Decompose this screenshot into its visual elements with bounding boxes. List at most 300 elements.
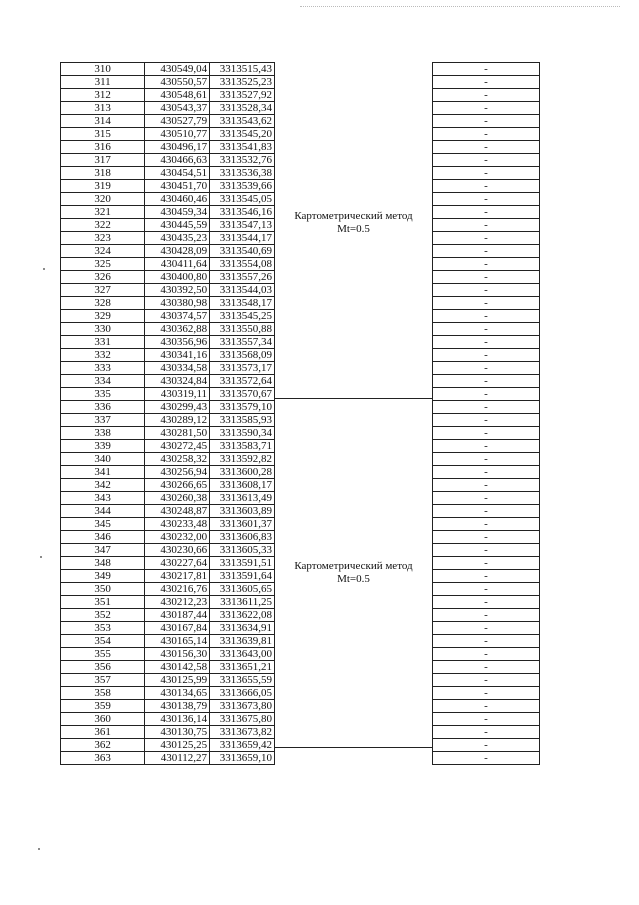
dash-cell: - (433, 427, 540, 440)
dash-cell: - (433, 193, 540, 206)
x-coordinate-cell: 430138,79 (145, 700, 210, 713)
dash-cell: - (433, 271, 540, 284)
table-row (433, 492, 540, 505)
y-coordinate-cell: 3313590,34 (210, 427, 275, 440)
y-coordinate-cell: 3313659,10 (210, 752, 275, 765)
dash-cell: - (433, 466, 540, 479)
dash-cell: - (433, 258, 540, 271)
point-number-cell: 337 (61, 414, 145, 427)
point-number-cell: 319 (61, 180, 145, 193)
table-row (61, 648, 275, 661)
point-number-cell: 312 (61, 89, 145, 102)
x-coordinate-cell: 430130,75 (145, 726, 210, 739)
table-row (433, 427, 540, 440)
table-row (433, 63, 540, 76)
dash-cell: - (433, 388, 540, 401)
table-row (433, 544, 540, 557)
table-row (433, 115, 540, 128)
dash-cell: - (433, 102, 540, 115)
point-number-cell: 324 (61, 245, 145, 258)
dash-cell: - (433, 323, 540, 336)
point-number-cell: 346 (61, 531, 145, 544)
point-number-cell: 357 (61, 674, 145, 687)
point-number-cell: 349 (61, 570, 145, 583)
table-row (61, 713, 275, 726)
table-row (433, 414, 540, 427)
dash-cell: - (433, 557, 540, 570)
x-coordinate-cell: 430460,46 (145, 193, 210, 206)
y-coordinate-cell: 3313572,64 (210, 375, 275, 388)
point-number-cell: 323 (61, 232, 145, 245)
table-row (61, 115, 275, 128)
y-coordinate-cell: 3313673,82 (210, 726, 275, 739)
y-coordinate-cell: 3313651,21 (210, 661, 275, 674)
dash-cell: - (433, 518, 540, 531)
dash-cell: - (433, 349, 540, 362)
point-number-cell: 341 (61, 466, 145, 479)
dash-cell: - (433, 362, 540, 375)
table-row (61, 232, 275, 245)
dash-table-body (433, 63, 540, 765)
point-number-cell: 338 (61, 427, 145, 440)
dash-cell: - (433, 401, 540, 414)
table-row (61, 544, 275, 557)
point-number-cell: 330 (61, 323, 145, 336)
x-coordinate-cell: 430374,57 (145, 310, 210, 323)
y-coordinate-cell: 3313543,62 (210, 115, 275, 128)
x-coordinate-cell: 430260,38 (145, 492, 210, 505)
point-number-cell: 358 (61, 687, 145, 700)
y-coordinate-cell: 3313573,17 (210, 362, 275, 375)
method-name: Картометрический метод (294, 560, 413, 572)
scan-dot (40, 556, 42, 558)
dash-cell: - (433, 453, 540, 466)
y-coordinate-cell: 3313601,37 (210, 518, 275, 531)
dash-cell: - (433, 635, 540, 648)
dash-cell: - (433, 492, 540, 505)
y-coordinate-cell: 3313557,26 (210, 271, 275, 284)
x-coordinate-cell: 430156,30 (145, 648, 210, 661)
table-row (433, 349, 540, 362)
table-row (61, 375, 275, 388)
method-accuracy: Mt=0.5 (337, 573, 370, 585)
point-number-cell: 353 (61, 622, 145, 635)
point-number-cell: 356 (61, 661, 145, 674)
y-coordinate-cell: 3313606,83 (210, 531, 275, 544)
y-coordinate-cell: 3313579,10 (210, 401, 275, 414)
table-row (61, 128, 275, 141)
point-number-cell: 347 (61, 544, 145, 557)
x-coordinate-cell: 430142,58 (145, 661, 210, 674)
y-coordinate-cell: 3313547,13 (210, 219, 275, 232)
x-coordinate-cell: 430435,23 (145, 232, 210, 245)
table-row (433, 154, 540, 167)
table-row (433, 128, 540, 141)
method-label-1 (275, 210, 432, 236)
y-coordinate-cell: 3313603,89 (210, 505, 275, 518)
point-number-cell: 352 (61, 609, 145, 622)
table-row (61, 414, 275, 427)
table-row (433, 648, 540, 661)
dash-cell: - (433, 310, 540, 323)
table-row (61, 453, 275, 466)
y-coordinate-cell: 3313545,25 (210, 310, 275, 323)
scan-artifact-line (300, 6, 620, 7)
table-row (61, 700, 275, 713)
table-row (433, 284, 540, 297)
x-coordinate-cell: 430233,48 (145, 518, 210, 531)
point-number-cell: 318 (61, 167, 145, 180)
y-coordinate-cell: 3313600,28 (210, 466, 275, 479)
x-coordinate-cell: 430319,11 (145, 388, 210, 401)
table-row (61, 479, 275, 492)
point-number-cell: 316 (61, 141, 145, 154)
x-coordinate-cell: 430281,50 (145, 427, 210, 440)
dash-cell: - (433, 583, 540, 596)
table-row (61, 531, 275, 544)
table-row (61, 206, 275, 219)
x-coordinate-cell: 430256,94 (145, 466, 210, 479)
x-coordinate-cell: 430550,57 (145, 76, 210, 89)
table-row (433, 726, 540, 739)
table-row (433, 453, 540, 466)
table-row (61, 219, 275, 232)
x-coordinate-cell: 430334,58 (145, 362, 210, 375)
scan-dot (43, 268, 45, 270)
table-row (433, 661, 540, 674)
dash-cell: - (433, 570, 540, 583)
x-coordinate-cell: 430324,84 (145, 375, 210, 388)
x-coordinate-cell: 430165,14 (145, 635, 210, 648)
method-label-2 (275, 560, 432, 586)
x-coordinate-cell: 430341,16 (145, 349, 210, 362)
table-row (61, 180, 275, 193)
table-row (61, 635, 275, 648)
table-row (433, 687, 540, 700)
y-coordinate-cell: 3313554,08 (210, 258, 275, 271)
x-coordinate-cell: 430543,37 (145, 102, 210, 115)
x-coordinate-cell: 430248,87 (145, 505, 210, 518)
dash-cell: - (433, 648, 540, 661)
dash-cell: - (433, 700, 540, 713)
x-coordinate-cell: 430459,34 (145, 206, 210, 219)
x-coordinate-cell: 430232,00 (145, 531, 210, 544)
dash-cell: - (433, 206, 540, 219)
table-row (61, 557, 275, 570)
y-coordinate-cell: 3313585,93 (210, 414, 275, 427)
x-coordinate-cell: 430134,65 (145, 687, 210, 700)
table-row (433, 258, 540, 271)
point-number-cell: 344 (61, 505, 145, 518)
point-number-cell: 336 (61, 401, 145, 414)
y-coordinate-cell: 3313544,17 (210, 232, 275, 245)
y-coordinate-cell: 3313605,65 (210, 583, 275, 596)
dash-cell: - (433, 531, 540, 544)
table-row (61, 258, 275, 271)
table-row (433, 596, 540, 609)
table-row (61, 596, 275, 609)
table-row (61, 466, 275, 479)
table-row (433, 89, 540, 102)
table-row (61, 102, 275, 115)
y-coordinate-cell: 3313546,16 (210, 206, 275, 219)
table-row (433, 570, 540, 583)
table-row (433, 141, 540, 154)
table-row (433, 271, 540, 284)
dash-cell: - (433, 661, 540, 674)
table-row (433, 401, 540, 414)
point-number-cell: 332 (61, 349, 145, 362)
table-row (433, 193, 540, 206)
table-row (433, 440, 540, 453)
method-name: Картометрический метод (294, 210, 413, 222)
dash-cell: - (433, 414, 540, 427)
dash-cell: - (433, 180, 540, 193)
point-number-cell: 340 (61, 453, 145, 466)
table-row (61, 752, 275, 765)
y-coordinate-cell: 3313532,76 (210, 154, 275, 167)
y-coordinate-cell: 3313539,66 (210, 180, 275, 193)
x-coordinate-cell: 430356,96 (145, 336, 210, 349)
point-number-cell: 334 (61, 375, 145, 388)
y-coordinate-cell: 3313639,81 (210, 635, 275, 648)
table-row (433, 752, 540, 765)
table-row (433, 323, 540, 336)
scan-dot (38, 848, 40, 850)
table-row (61, 518, 275, 531)
method-separator (275, 398, 432, 399)
y-coordinate-cell: 3313568,09 (210, 349, 275, 362)
point-number-cell: 314 (61, 115, 145, 128)
point-number-cell: 335 (61, 388, 145, 401)
table-row (433, 180, 540, 193)
y-coordinate-cell: 3313675,80 (210, 713, 275, 726)
table-row (433, 531, 540, 544)
x-coordinate-cell: 430136,14 (145, 713, 210, 726)
dash-cell: - (433, 505, 540, 518)
y-coordinate-cell: 3313605,33 (210, 544, 275, 557)
table-row (61, 154, 275, 167)
x-coordinate-cell: 430527,79 (145, 115, 210, 128)
table-row (433, 219, 540, 232)
point-number-cell: 339 (61, 440, 145, 453)
table-row (61, 141, 275, 154)
point-number-cell: 361 (61, 726, 145, 739)
y-coordinate-cell: 3313527,92 (210, 89, 275, 102)
table-row (61, 336, 275, 349)
table-row (61, 661, 275, 674)
point-number-cell: 350 (61, 583, 145, 596)
table-row (61, 245, 275, 258)
y-coordinate-cell: 3313570,67 (210, 388, 275, 401)
y-coordinate-cell: 3313525,23 (210, 76, 275, 89)
x-coordinate-cell: 430167,84 (145, 622, 210, 635)
x-coordinate-cell: 430451,70 (145, 180, 210, 193)
table-row (433, 674, 540, 687)
x-coordinate-cell: 430392,50 (145, 284, 210, 297)
dash-cell: - (433, 76, 540, 89)
dash-cell: - (433, 63, 540, 76)
x-coordinate-cell: 430216,76 (145, 583, 210, 596)
table-row (61, 687, 275, 700)
y-coordinate-cell: 3313544,03 (210, 284, 275, 297)
dash-cell: - (433, 245, 540, 258)
method-separator (275, 747, 432, 748)
table-row (433, 609, 540, 622)
table-row (433, 466, 540, 479)
x-coordinate-cell: 430217,81 (145, 570, 210, 583)
table-row (433, 167, 540, 180)
point-number-cell: 359 (61, 700, 145, 713)
dash-cell: - (433, 284, 540, 297)
x-coordinate-cell: 430112,27 (145, 752, 210, 765)
table-row (61, 271, 275, 284)
table-row (61, 570, 275, 583)
y-coordinate-cell: 3313655,59 (210, 674, 275, 687)
table-row (433, 375, 540, 388)
table-row (433, 206, 540, 219)
dash-cell: - (433, 687, 540, 700)
y-coordinate-cell: 3313608,17 (210, 479, 275, 492)
table-row (61, 622, 275, 635)
point-number-cell: 326 (61, 271, 145, 284)
dash-cell: - (433, 336, 540, 349)
table-row (61, 505, 275, 518)
point-number-cell: 345 (61, 518, 145, 531)
dash-cell: - (433, 674, 540, 687)
x-coordinate-cell: 430187,44 (145, 609, 210, 622)
dash-cell: - (433, 154, 540, 167)
point-number-cell: 325 (61, 258, 145, 271)
point-number-cell: 311 (61, 76, 145, 89)
table-row (61, 63, 275, 76)
x-coordinate-cell: 430454,51 (145, 167, 210, 180)
dash-cell: - (433, 219, 540, 232)
point-number-cell: 333 (61, 362, 145, 375)
table-row (61, 89, 275, 102)
y-coordinate-cell: 3313611,25 (210, 596, 275, 609)
table-row (433, 505, 540, 518)
point-number-cell: 342 (61, 479, 145, 492)
y-coordinate-cell: 3313557,34 (210, 336, 275, 349)
table-row (61, 76, 275, 89)
y-coordinate-cell: 3313528,34 (210, 102, 275, 115)
y-coordinate-cell: 3313591,64 (210, 570, 275, 583)
dash-table (432, 62, 540, 765)
table-row (433, 336, 540, 349)
y-coordinate-cell: 3313515,43 (210, 63, 275, 76)
dash-cell: - (433, 479, 540, 492)
method-accuracy: Mt=0.5 (337, 223, 370, 235)
point-number-cell: 354 (61, 635, 145, 648)
point-number-cell: 360 (61, 713, 145, 726)
y-coordinate-cell: 3313548,17 (210, 297, 275, 310)
y-coordinate-cell: 3313613,49 (210, 492, 275, 505)
table-row (433, 479, 540, 492)
dash-cell: - (433, 297, 540, 310)
point-number-cell: 313 (61, 102, 145, 115)
point-number-cell: 329 (61, 310, 145, 323)
point-number-cell: 327 (61, 284, 145, 297)
y-coordinate-cell: 3313673,80 (210, 700, 275, 713)
y-coordinate-cell: 3313634,91 (210, 622, 275, 635)
y-coordinate-cell: 3313643,00 (210, 648, 275, 661)
table-row (61, 726, 275, 739)
x-coordinate-cell: 430549,04 (145, 63, 210, 76)
table-row (61, 427, 275, 440)
dash-cell: - (433, 141, 540, 154)
coordinates-table-body (61, 63, 275, 765)
dash-cell: - (433, 89, 540, 102)
dash-cell: - (433, 232, 540, 245)
table-row (433, 622, 540, 635)
y-coordinate-cell: 3313540,69 (210, 245, 275, 258)
dash-cell: - (433, 167, 540, 180)
y-coordinate-cell: 3313591,51 (210, 557, 275, 570)
x-coordinate-cell: 430266,65 (145, 479, 210, 492)
table-row (433, 700, 540, 713)
table-row (433, 232, 540, 245)
dash-cell: - (433, 115, 540, 128)
x-coordinate-cell: 430496,17 (145, 141, 210, 154)
y-coordinate-cell: 3313545,05 (210, 193, 275, 206)
table-row (61, 310, 275, 323)
y-coordinate-cell: 3313550,88 (210, 323, 275, 336)
dash-cell: - (433, 622, 540, 635)
table-row (433, 518, 540, 531)
x-coordinate-cell: 430548,61 (145, 89, 210, 102)
table-row (433, 635, 540, 648)
dash-cell: - (433, 128, 540, 141)
table-row (61, 167, 275, 180)
x-coordinate-cell: 430411,64 (145, 258, 210, 271)
point-number-cell: 331 (61, 336, 145, 349)
table-row (433, 557, 540, 570)
point-number-cell: 351 (61, 596, 145, 609)
table-row (433, 713, 540, 726)
table-row (433, 310, 540, 323)
dash-cell: - (433, 713, 540, 726)
x-coordinate-cell: 430258,32 (145, 453, 210, 466)
table-row (433, 583, 540, 596)
dash-cell: - (433, 739, 540, 752)
table-row (61, 401, 275, 414)
point-number-cell: 348 (61, 557, 145, 570)
x-coordinate-cell: 430362,88 (145, 323, 210, 336)
x-coordinate-cell: 430510,77 (145, 128, 210, 141)
x-coordinate-cell: 430230,66 (145, 544, 210, 557)
x-coordinate-cell: 430428,09 (145, 245, 210, 258)
y-coordinate-cell: 3313622,08 (210, 609, 275, 622)
table-row (61, 297, 275, 310)
point-number-cell: 363 (61, 752, 145, 765)
y-coordinate-cell: 3313659,42 (210, 739, 275, 752)
y-coordinate-cell: 3313592,82 (210, 453, 275, 466)
y-coordinate-cell: 3313583,71 (210, 440, 275, 453)
dash-cell: - (433, 544, 540, 557)
table-row (433, 76, 540, 89)
table-row (433, 245, 540, 258)
point-number-cell: 343 (61, 492, 145, 505)
point-number-cell: 328 (61, 297, 145, 310)
table-row (61, 193, 275, 206)
x-coordinate-cell: 430445,59 (145, 219, 210, 232)
table-row (61, 609, 275, 622)
table-row (61, 323, 275, 336)
x-coordinate-cell: 430466,63 (145, 154, 210, 167)
dash-cell: - (433, 375, 540, 388)
y-coordinate-cell: 3313666,05 (210, 687, 275, 700)
